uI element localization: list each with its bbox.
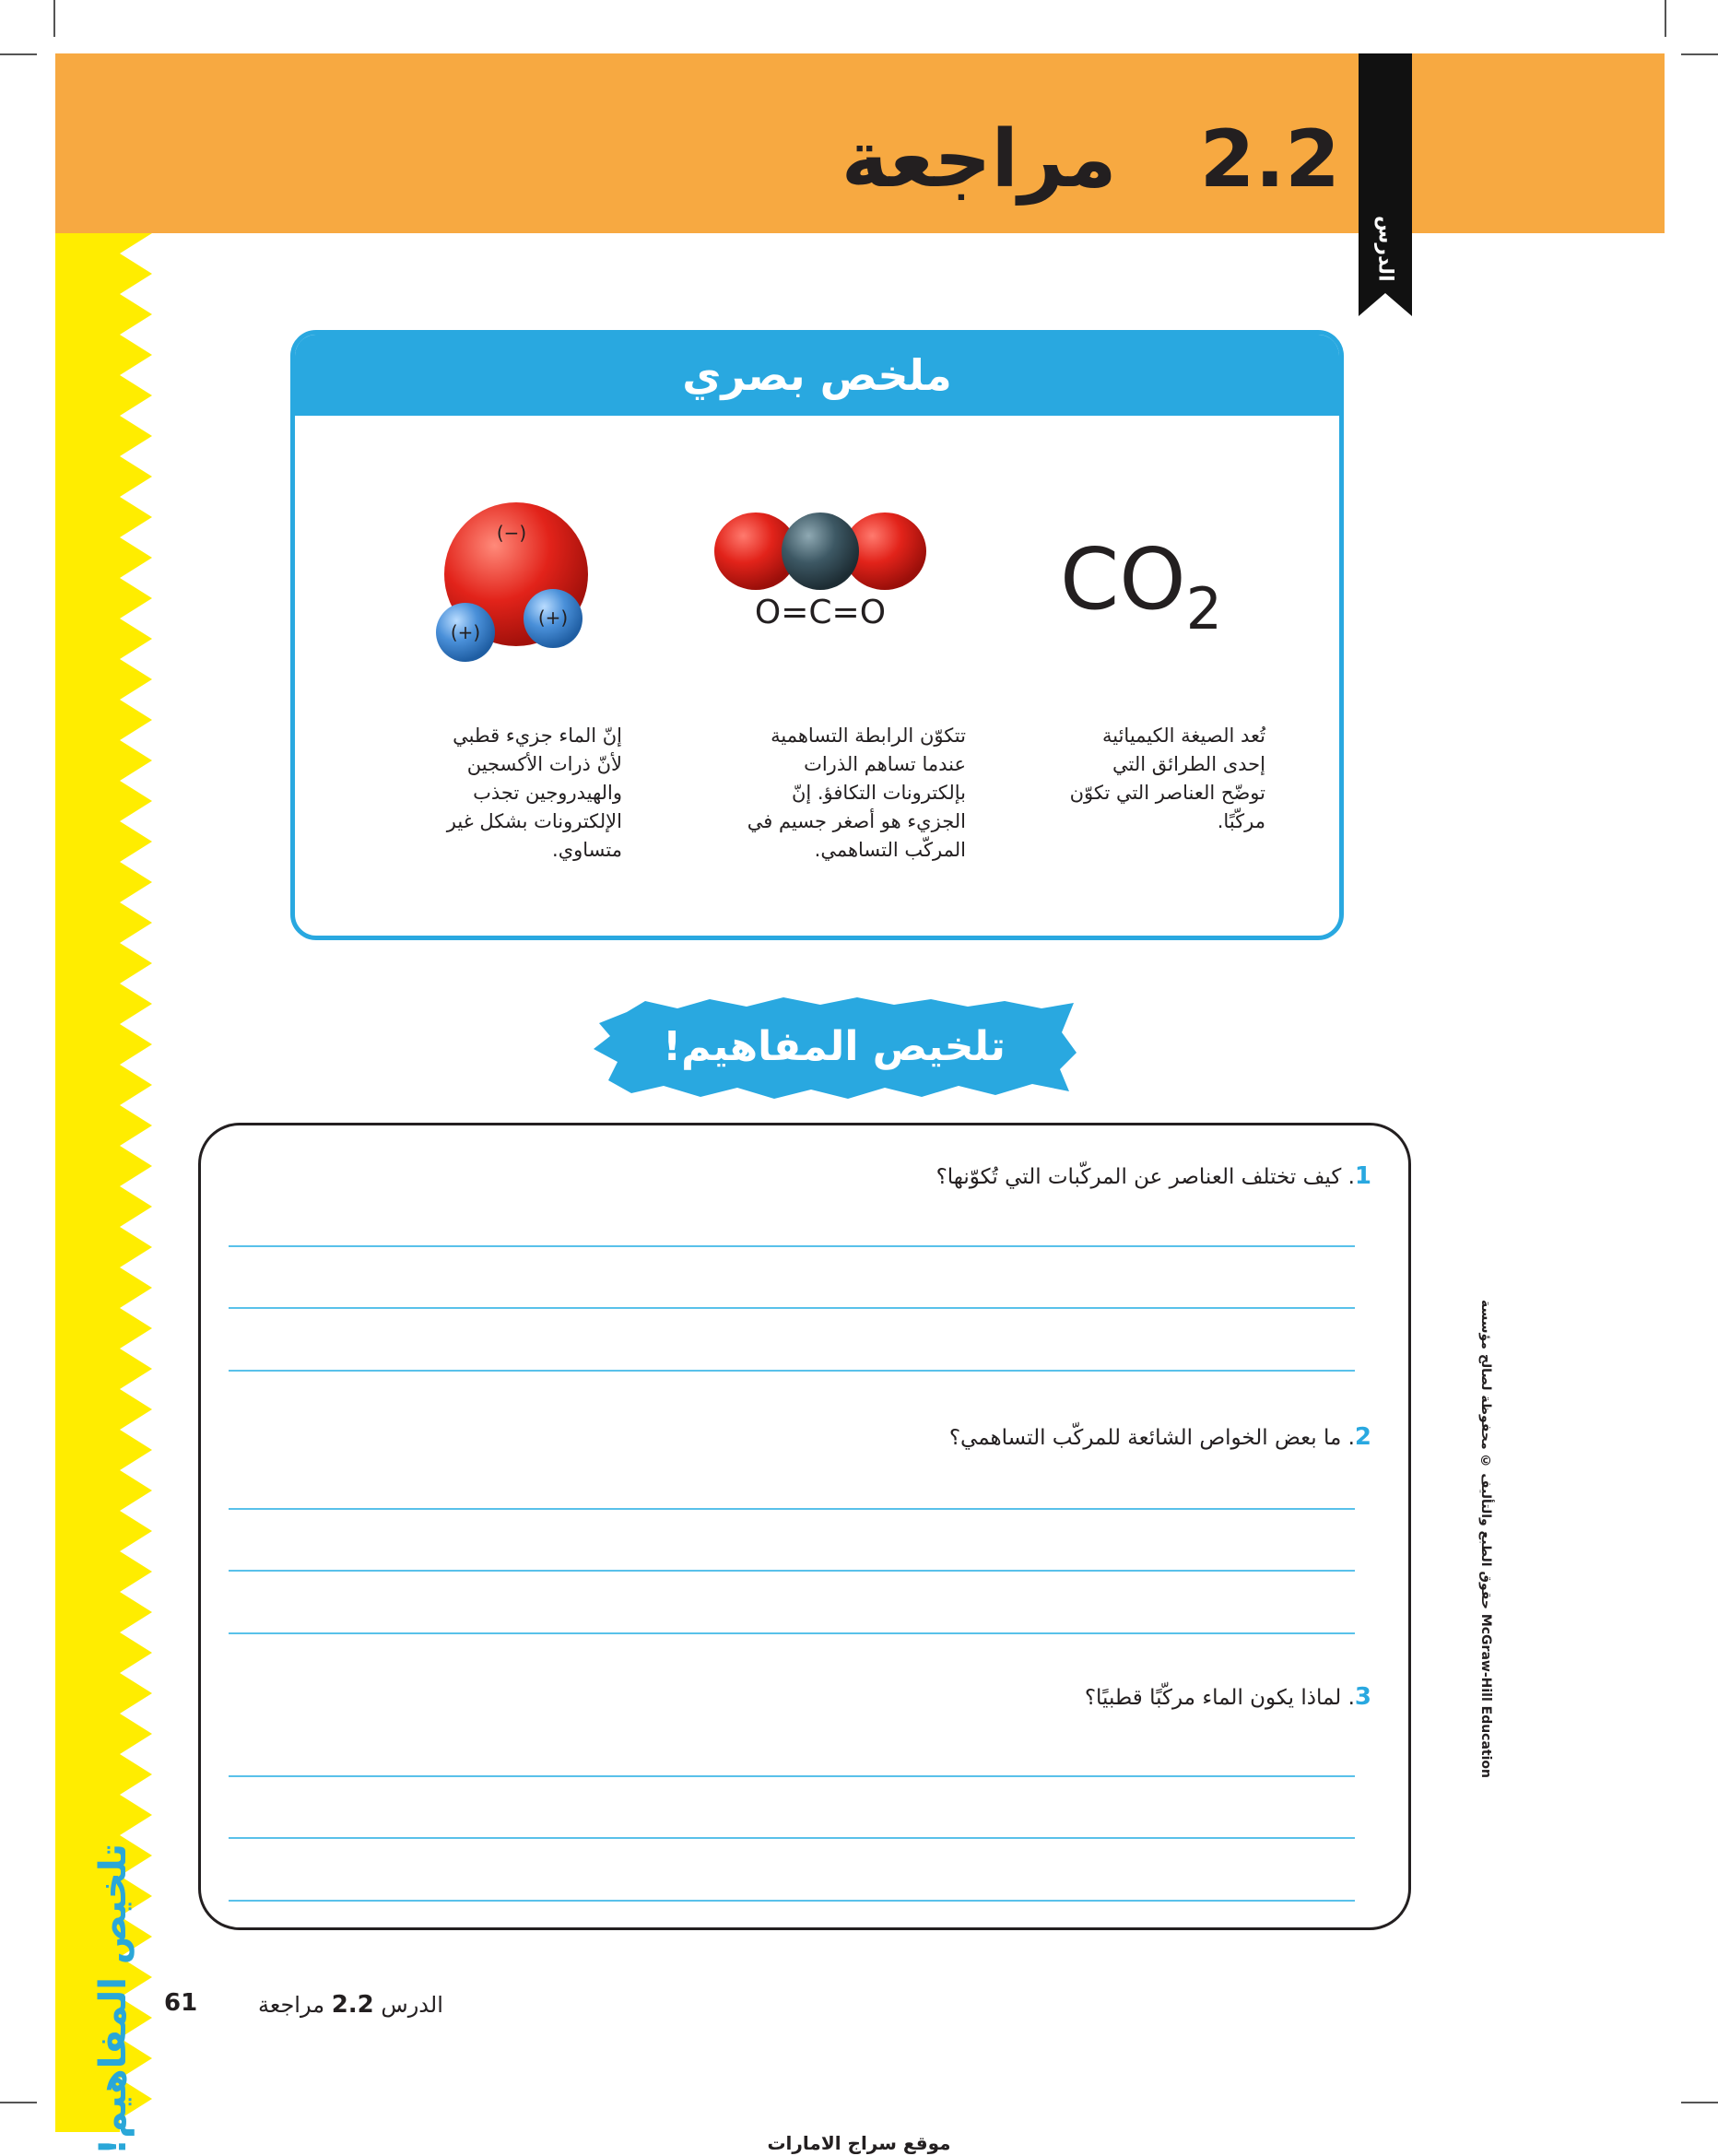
page-title — [841, 113, 1340, 206]
carbon-atom — [782, 512, 859, 590]
answer-line[interactable] — [229, 1370, 1355, 1372]
formula-subscript: 2 — [1185, 575, 1223, 642]
footer-lesson — [258, 1991, 443, 2019]
crop-mark — [1681, 53, 1718, 55]
summary-text-water: إنّ الماء جزيء قطبي لأنّ ذرات الأكسجين والهيدروجين تجذب الإلكترونات بشكل غير متساوي. — [446, 725, 622, 861]
side-strip-label: تلخيص المفاهيم! — [92, 1844, 135, 2156]
lesson-number: 2.2 — [1199, 113, 1340, 206]
visual-summary-box — [290, 330, 1344, 940]
answer-line[interactable] — [229, 1307, 1355, 1309]
question-number: 2 — [1354, 1423, 1371, 1451]
answer-line[interactable] — [229, 1837, 1355, 1839]
crop-mark — [53, 0, 55, 37]
answer-line[interactable] — [229, 1245, 1355, 1247]
answer-line[interactable] — [229, 1775, 1355, 1777]
hydrogen-charge-label: (+) — [450, 621, 481, 643]
questions-box — [198, 1123, 1411, 1930]
lesson-tab-notch — [1359, 293, 1412, 316]
answer-line[interactable] — [229, 1570, 1355, 1572]
visual-summary-title: ملخص بصري — [682, 350, 952, 400]
question-3 — [1085, 1683, 1371, 1711]
crop-mark — [1681, 2102, 1718, 2103]
answer-line[interactable] — [229, 1900, 1355, 1902]
answer-line[interactable] — [229, 1508, 1355, 1510]
concept-summary-title: تلخيص المفاهيم! — [663, 1022, 1006, 1070]
question-text: . لماذا يكون الماء مركّبًا قطبيًا؟ — [1084, 1686, 1355, 1710]
oxygen-charge-label: (−) — [496, 522, 527, 544]
summary-text-formula: تُعد الصيغة الكيميائية إحدى الطرائق التي توضّح العناصر التي تكوّن مركّبًا. — [1069, 725, 1265, 832]
water-molecule-model — [415, 501, 618, 666]
footer-lesson-number: 2.2 — [331, 1991, 374, 2019]
structural-formula: O=C=O — [754, 594, 887, 631]
formula-main: CO — [1060, 530, 1186, 629]
answer-line[interactable] — [229, 1632, 1355, 1634]
crop-mark — [1665, 0, 1666, 37]
crop-mark — [0, 53, 37, 55]
hydrogen-charge-label: (+) — [537, 607, 569, 629]
footer-lesson-title: مراجعة — [258, 1992, 325, 2018]
question-text: . كيف تختلف العناصر عن المركّبات التي تُكوّنها؟ — [935, 1165, 1355, 1189]
question-number: 1 — [1354, 1162, 1371, 1190]
footer-lesson-word: الدرس — [381, 1992, 443, 2018]
copyright-notice: حقوق الطبع والتأليف © محفوظة لصالح مؤسسة McGraw-Hill Education — [1478, 1300, 1493, 1779]
question-2 — [949, 1423, 1371, 1451]
summary-text-covalent: تتكوّن الرابطة التساهمية عندما تساهم الذرات بإلكترونات التكافؤ. إنّ الجزيء هو أصغر جسيم في المركّب التساهمي. — [747, 725, 966, 861]
page-number: 61 — [164, 1989, 198, 2017]
lesson-title-text: مراجعة — [841, 113, 1117, 206]
question-number: 3 — [1354, 1683, 1371, 1711]
question-1 — [936, 1162, 1371, 1190]
lesson-tab-label: الدرس — [1373, 216, 1397, 282]
site-name: موقع سراج الامارات — [767, 2132, 951, 2154]
visual-summary-header — [295, 335, 1339, 416]
co2-molecule-model — [700, 496, 940, 634]
question-text: . ما بعض الخواص الشائعة للمركّب التساهمي؟ — [948, 1426, 1355, 1450]
crop-mark — [0, 2102, 37, 2103]
co2-formula — [1060, 530, 1223, 642]
